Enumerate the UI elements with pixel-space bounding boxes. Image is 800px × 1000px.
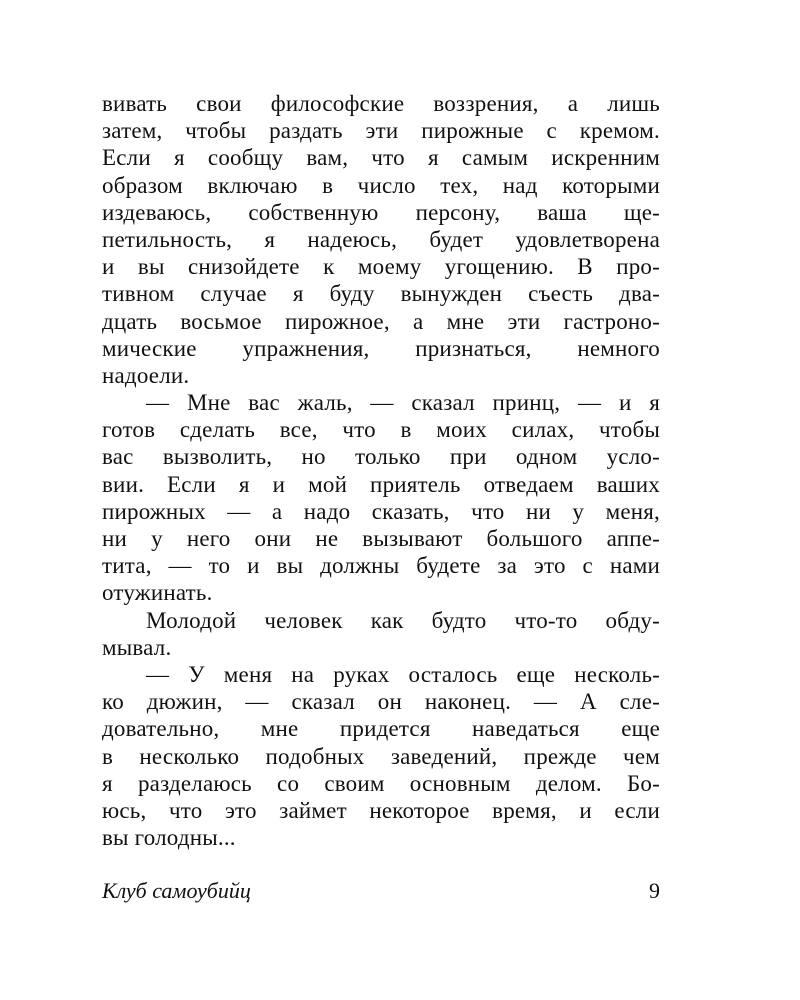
text-line: тивном случае я буду вынужден съесть два- (102, 281, 660, 307)
text-line: отужинать. (102, 580, 213, 606)
page-number: 9 (649, 878, 660, 903)
page-footer (102, 876, 660, 906)
text-line: я разделаюсь со своим основным делом. Бо- (102, 770, 660, 796)
text-line: и вы снизойдете к моему угощению. В про- (102, 254, 660, 280)
text-line: тита, — то и вы должны будете за это с нами (102, 553, 660, 579)
text-line: издеваюсь, собственную персону, ваша ще- (102, 199, 660, 225)
text-line: довательно, мне придется наведаться еще (102, 716, 660, 742)
text-line: — У меня на руках осталось еще несколь- (146, 661, 660, 687)
text-line: дцать восьмое пирожное, а мне эти гастроно- (102, 308, 660, 334)
text-line: Молодой человек как будто что-то обду- (146, 607, 660, 633)
text-line: затем, чтобы раздать эти пирожные с кремом. (102, 118, 660, 144)
text-line: ко дюжин, — сказал он наконец. — А сле- (102, 689, 660, 715)
text-line: вивать свои философские воззрения, а лишь (102, 91, 660, 116)
text-line: надоели. (102, 362, 190, 388)
text-line: Если я сообщу вам, что я самым искренним (102, 145, 660, 171)
text-line: ни у него они не вызывают большого аппе- (102, 526, 660, 551)
text-line: юсь, что это займет некоторое время, и если (102, 797, 660, 823)
text-line: вас вызволить, но только при одном усло- (102, 444, 660, 470)
text-line: в несколько подобных заведений, прежде чем (102, 743, 660, 769)
text-line: мические упражнения, признаться, немного (102, 335, 660, 361)
text-line: мывал. (102, 634, 172, 660)
text-line: образом включаю в число тех, над которыми (102, 172, 660, 198)
running-title: Клуб самоубийц (102, 878, 251, 903)
text-line: вии. Если я и мой приятель отведаем ваших (102, 471, 660, 497)
text-line: вы голодны... (102, 825, 236, 851)
text-line: петильность, я надеюсь, будет удовлетворена (102, 226, 660, 252)
text-line: готов сделать все, что в моих силах, чтобы (102, 417, 660, 443)
text-line: пирожных — а надо сказать, что ни у меня, (102, 498, 660, 524)
text-line: — Мне вас жаль, — сказал принц, — и я (146, 390, 660, 416)
body-text (102, 90, 660, 851)
